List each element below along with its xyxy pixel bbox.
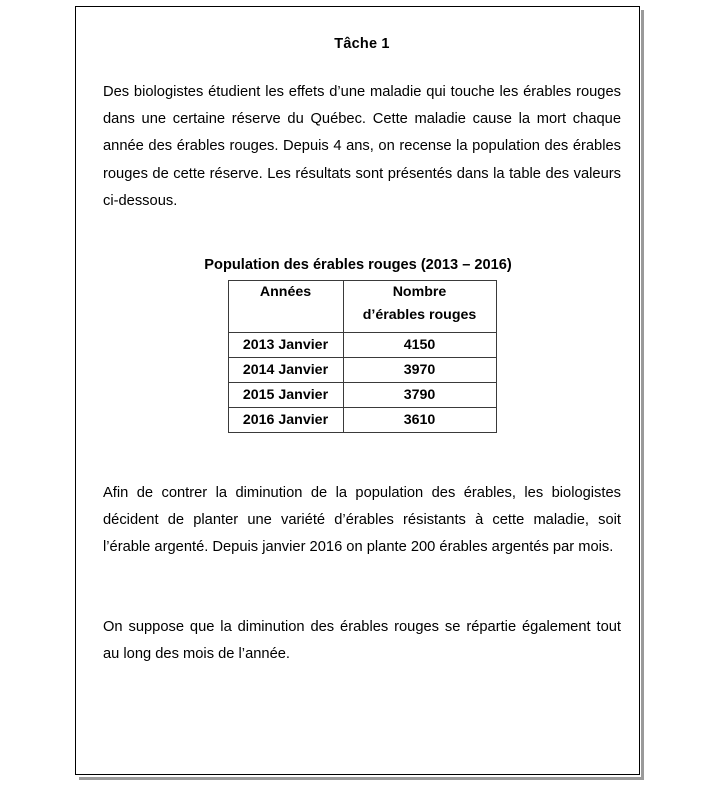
column-header-years: Années [228, 281, 343, 333]
paragraph-assumption: On suppose que la diminution des érables rouges se répartie également tout au long des mois de l’année. [103, 618, 621, 662]
page-shadow-bottom [79, 777, 644, 780]
cell-count: 3610 [343, 408, 496, 433]
population-table [228, 280, 497, 433]
cell-year: 2014 Janvier [228, 358, 343, 383]
cell-year: 2013 Janvier [228, 333, 343, 358]
paragraph-planting: Afin de contrer la diminution de la population des érables, les biologistes décident de planter une variété d’érables résistants à cette maladie, soit l’érable argenté. Depuis janvier 2016 on plante 200 érables argentés par mois. [103, 485, 621, 556]
table-row [228, 383, 496, 408]
cell-count: 3970 [343, 358, 496, 383]
population-table-block [103, 215, 621, 433]
page-content [103, 7, 621, 774]
page-shadow-right [641, 10, 644, 780]
table-row [228, 358, 496, 383]
cell-count: 3790 [343, 383, 496, 408]
table-row [228, 408, 496, 433]
table-caption: Population des érables rouges (2013 – 2016) [204, 257, 512, 274]
table-row [228, 333, 496, 358]
paragraph-intro: Des biologistes étudient les effets d’une maladie qui touche les érables rouges dans une certaine réserve du Québec. Cette maladie cause la mort chaque année des érables rouges. Depuis 4 ans, on recense la population des érables rouges de cette réserve. Les résultats sont présentés dans la table des valeurs ci-dessous. [103, 84, 621, 209]
column-header-count-line2: d’érables rouges [362, 307, 477, 324]
cell-year: 2015 Janvier [228, 383, 343, 408]
document-page [75, 6, 640, 775]
table-header-row [228, 281, 496, 333]
cell-year: 2016 Janvier [228, 408, 343, 433]
cell-count: 4150 [343, 333, 496, 358]
page-title: Tâche 1 [334, 36, 390, 52]
column-header-count-line1: Nombre [392, 284, 447, 301]
column-header-count [343, 281, 496, 333]
